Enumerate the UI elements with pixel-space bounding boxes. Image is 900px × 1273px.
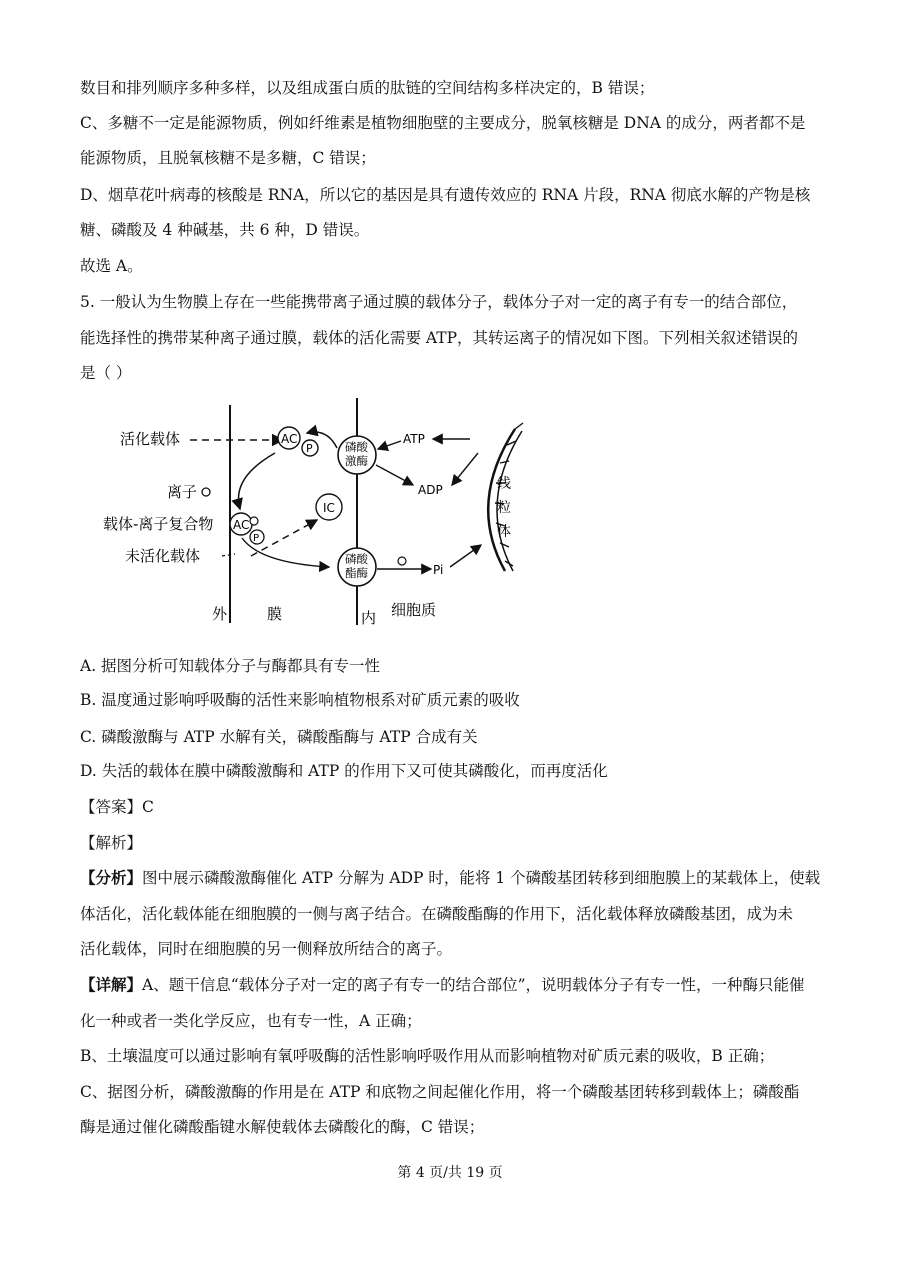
detail-line: 【详解】A、题干信息“载体分子对一定的离子有专一的结合部位”，说明载体分子有专一性，一种酶只能催 [80,975,805,994]
page-number: 第 4 页/共 19 页 [397,1165,503,1181]
svg-text:AC: AC [281,432,298,446]
detail-tag: 【详解】 [80,975,143,994]
ion-symbol [202,488,210,496]
option-a: A. 据图分析可知载体分子与酶都具有专一性 [80,657,381,675]
analysis-line: 体活化，活化载体能在细胞膜的一侧与离子结合。在磷酸酯酶的作用下，活化载体释放磷酸基团，成为未 [80,905,794,923]
question-text: 是（ ） [80,364,132,382]
svg-text:激酶: 激酶 [345,454,368,468]
ion-transport-diagram [95,393,555,633]
svg-text:膜: 膜 [267,605,283,623]
pi-label: Pi [433,563,444,577]
svg-text:磷酸: 磷酸 [345,440,368,454]
question-text: 5. 一般认为生物膜上存在一些能携带离子通过膜的载体分子，载体分子对一定的离子有专一的结合部位， [80,293,798,311]
adp-label: ADP [418,483,443,497]
svg-text:细胞质: 细胞质 [391,601,437,619]
label-inactive-carrier: 未活化载体 [125,547,201,565]
label-active-carrier: 活化载体 [120,430,181,448]
text-line: 糖、磷酸及 4 种碱基，共 6 种，D 错误。 [80,221,370,239]
detail-line: C、据图分析，磷酸激酶的作用是在 ATP 和底物之间起催化作用，将一个磷酸基团转移到载体上；磷酸酯 [80,1083,800,1101]
text-line: C、多糖不一定是能源物质，例如纤维素是植物细胞壁的主要成分，脱氧核糖是 DNA 的成分，两者都不是 [80,114,806,132]
svg-text:内: 内 [361,609,377,627]
analysis-line: 活化载体，同时在细胞膜的另一侧释放所结合的离子。 [80,940,453,958]
label-complex: 载体-离子复合物 [103,515,214,533]
svg-text:磷酸: 磷酸 [345,552,368,566]
option-d: D. 失活的载体在膜中磷酸激酶和 ATP 的作用下又可使其磷酸化，而再度活化 [80,762,608,780]
ion-released [398,557,406,565]
svg-text:粒: 粒 [497,500,511,516]
svg-text:体: 体 [497,524,511,540]
question-text: 能选择性的携带某种离子通过膜，载体的活化需要 ATP，其转运离子的情况如下图。下列相关叙述错误的 [80,329,799,347]
text-line: D、烟草花叶病毒的核酸是 RNA，所以它的基因是具有遗传效应的 RNA 片段，RNA 彻底水解的产物是核 [80,186,811,204]
option-c: C. 磷酸激酶与 ATP 水解有关，磷酸酯酶与 ATP 合成有关 [80,728,478,746]
analysis-heading: 【解析】 [80,834,143,852]
text-line: 故选 A。 [80,257,143,275]
atp-label: ATP [403,432,425,446]
svg-text:线: 线 [497,476,511,492]
svg-text:AC: AC [233,518,250,532]
analysis-tag: 【分析】 [80,868,143,887]
svg-text:酯酶: 酯酶 [345,566,368,580]
detail-line: 化一种或者一类化学反应，也有专一性，A 正确； [80,1012,422,1030]
option-b: B. 温度通过影响呼吸酶的活性来影响植物根系对矿质元素的吸收 [80,691,520,709]
text-line: 能源物质，且脱氧核糖不是多糖，C 错误； [80,149,376,167]
svg-text:IC: IC [323,501,335,515]
svg-text:外: 外 [212,605,228,623]
label-ion: 离子 [167,483,198,501]
text-line: 数目和排列顺序多种多样，以及组成蛋白质的肽链的空间结构多样决定的，B 错误； [80,79,655,97]
analysis-line: 【分析】图中展示磷酸激酶催化 ATP 分解为 ADP 时，能将 1 个磷酸基团转移到细胞膜上的某载体上，使载 [80,868,821,887]
svg-text:P: P [306,442,313,455]
detail-line: B、土壤温度可以通过影响有氧呼吸酶的活性影响呼吸作用从而影响植物对矿质元素的吸收，B 正确； [80,1047,775,1065]
answer: 【答案】C [80,798,154,816]
svg-text:P: P [253,533,260,544]
detail-line: 酶是通过催化磷酸酯键水解使载体去磷酸化的酶，C 错误； [80,1118,485,1136]
